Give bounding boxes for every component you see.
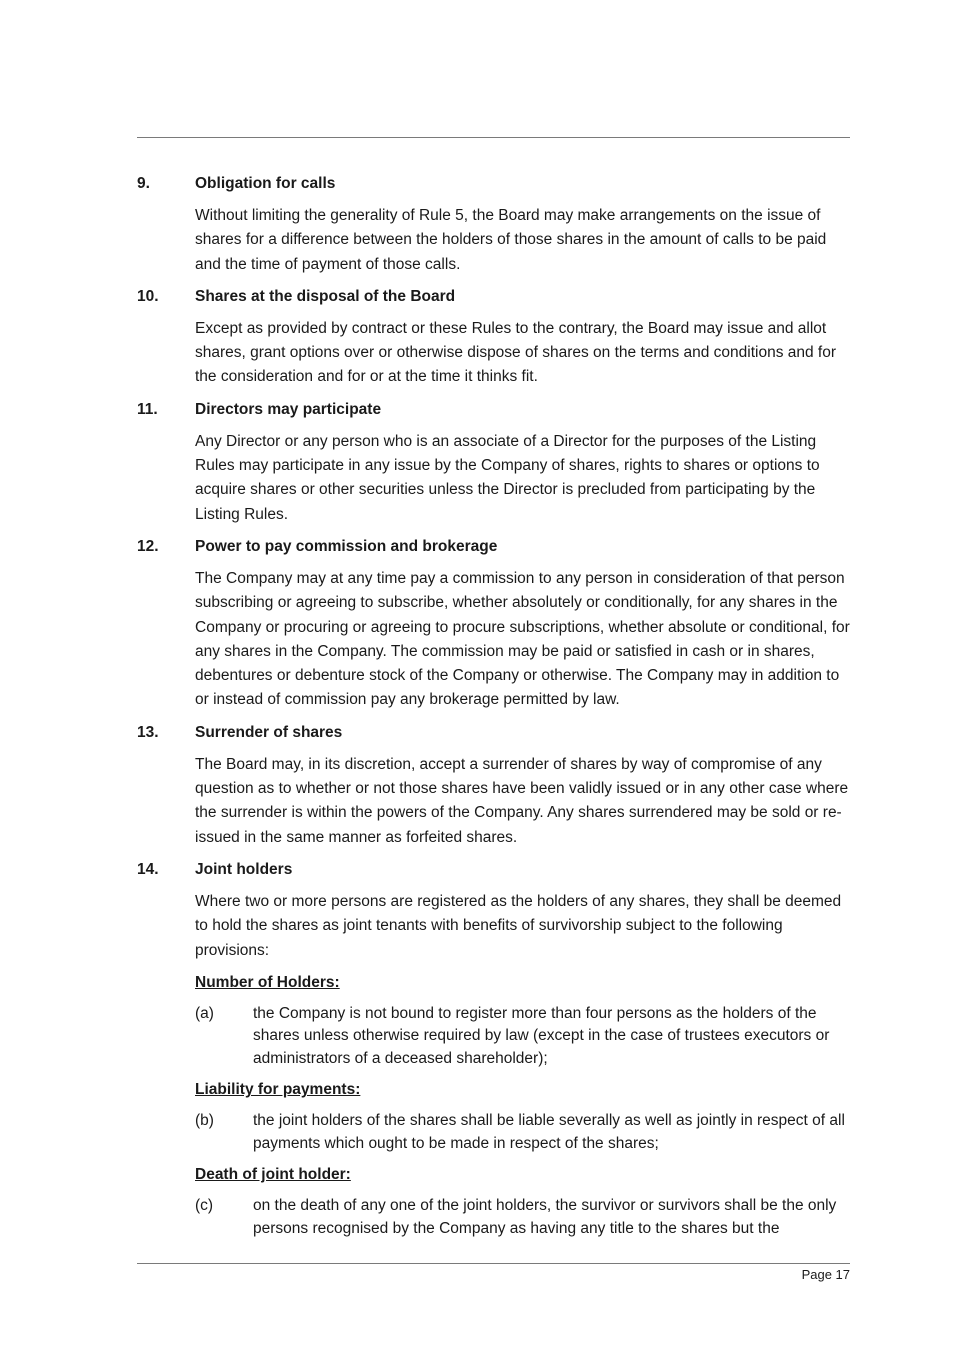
- subheading-death-of-joint-holder: Death of joint holder:: [195, 1166, 351, 1184]
- item-number: (a): [195, 1004, 214, 1022]
- clause-9: [137, 172, 850, 277]
- clause-10: [137, 285, 850, 390]
- clause-heading: [137, 858, 850, 882]
- clause-text: The Board may, in its discretion, accept a surrender of shares by way of compromise of any question as to whether or not those shares have been validly issued or in any other case where the surrender is within the powers of the Company. Any shares surrendered may be sold or re-issued in the same manner as forfeited shares.: [195, 755, 849, 846]
- clause-text: The Company may at any time pay a commission to any person in consideration of that person subscribing or agreeing to subscribe, whether absolutely or conditionally, for any shares in the Company or procuring or agreeing to procure subscriptions, whether absolute or conditional, for any shares in the Company. The commission may be paid or satisfied in cash or in shares, debentures or debenture stock of the Company or otherwise. The Company may in addition to or instead of commission pay any brokerage permitted by law.: [195, 569, 850, 709]
- clause-12: [137, 535, 850, 713]
- clause-heading: [137, 535, 850, 559]
- subheading-liability-for-payments: Liability for payments:: [195, 1081, 361, 1099]
- footer-rule: [137, 1263, 850, 1264]
- clause-heading: [137, 285, 850, 309]
- clause-number: 12.: [137, 537, 159, 555]
- clause-number: 11.: [137, 400, 158, 418]
- header-rule: [137, 137, 850, 138]
- item-text: on the death of any one of the joint holders, the survivor or survivors shall be the only persons recognised by the Company as having any title to the shares but the: [253, 1197, 837, 1237]
- clause-title: Power to pay commission and brokerage: [195, 537, 498, 555]
- clause-title: Directors may participate: [195, 400, 382, 418]
- subheading-number-of-holders: Number of Holders:: [195, 973, 340, 991]
- clause-heading: [137, 721, 850, 745]
- page-number: Page 17: [801, 1267, 850, 1282]
- clause-title: Shares at the disposal of the Board: [195, 287, 456, 305]
- list-item: [195, 1195, 850, 1240]
- clause-text: Except as provided by contract or these Rules to the contrary, the Board may issue and allot shares, grant options over or otherwise dispose of shares on the terms and conditions and for the consideration and for or at the time it thinks fit.: [195, 319, 837, 386]
- clause-text: Where two or more persons are registered as the holders of any shares, they shall be deemed to hold the shares as joint tenants with benefits of survivorship subject to the following provisions:: [195, 892, 842, 959]
- list-item: [195, 1110, 850, 1155]
- clause-11: [137, 398, 850, 527]
- clause-title: Joint holders: [195, 860, 293, 878]
- clause-title: Obligation for calls: [195, 175, 336, 192]
- clause-number: 9.: [137, 175, 150, 192]
- item-number: (c): [195, 1197, 214, 1215]
- clause-text: Any Director or any person who is an associate of a Director for the purposes of the Listing Rules may participate in any issue by the Company of shares, rights to shares or options to acquire shares or other securities unless the Director is precluded from participating by the Listing Rules.: [195, 432, 820, 523]
- item-number: (b): [195, 1112, 214, 1130]
- clause-heading: [137, 398, 850, 422]
- clause-14: [137, 858, 850, 963]
- clause-number: 14.: [137, 860, 159, 878]
- clause-number: 13.: [137, 723, 159, 741]
- clause-text: Without limiting the generality of Rule 5, the Board may make arrangements on the issue of shares for a difference between the holders of those shares in the amount of calls to be paid and the time of payment of those calls.: [195, 207, 827, 273]
- document-body: [137, 172, 850, 1248]
- clause-13: [137, 721, 850, 850]
- item-text: the joint holders of the shares shall be liable severally as well as jointly in respect of all payments which ought to be made in respect of the shares;: [253, 1112, 845, 1152]
- clause-heading: [137, 172, 850, 196]
- list-item: [195, 1003, 850, 1071]
- clause-number: 10.: [137, 287, 159, 305]
- clause-title: Surrender of shares: [195, 723, 343, 741]
- item-text: the Company is not bound to register more than four persons as the holders of the shares unless otherwise required by law (except in the case of trustees executors or administrators of a deceased shareholder);: [253, 1004, 830, 1067]
